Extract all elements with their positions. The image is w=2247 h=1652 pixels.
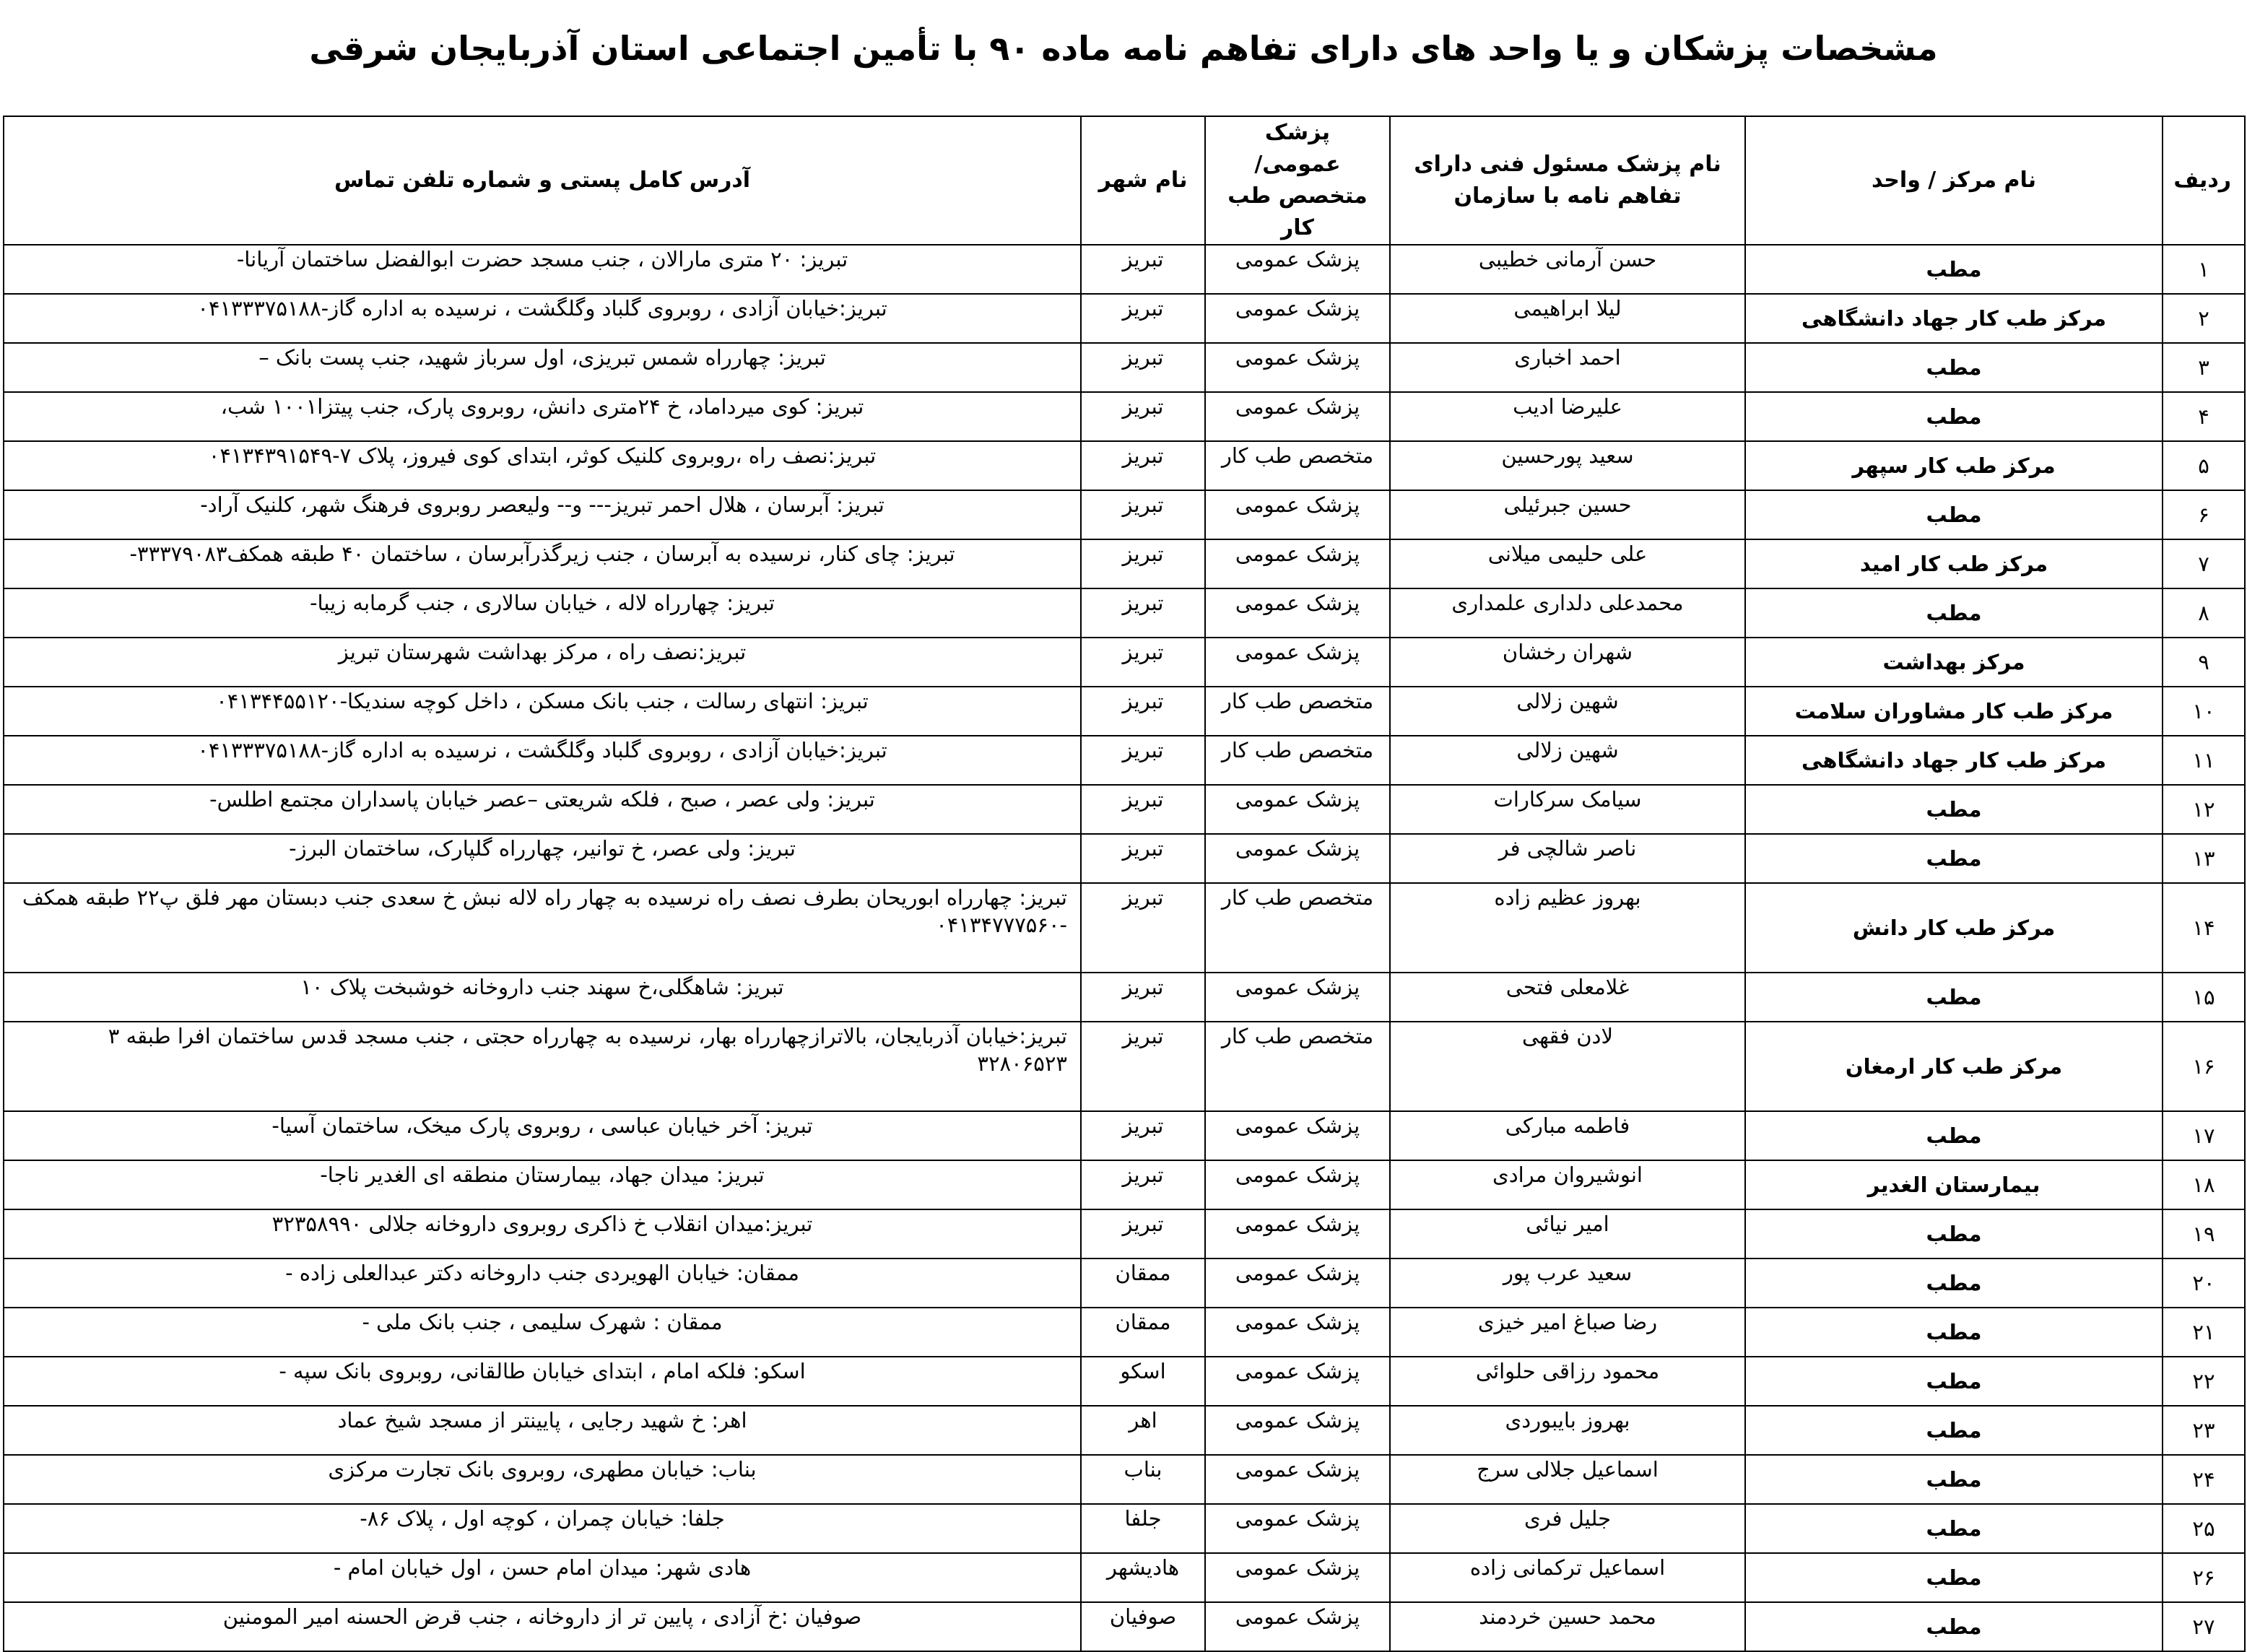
address-phone: تبریز: چهارراه ابوریحان بطرف نصف راه نرسیده به چهار راه لاله نبش خ سعدی جنب دبستان مهر فلق پ۲۲ طبقه همکف -۰۴۱۳۴۷۷۷۵۶۰ bbox=[4, 883, 1081, 973]
table-row bbox=[4, 973, 2245, 1022]
doctor-type: پزشک عمومی bbox=[1205, 343, 1390, 392]
table-row bbox=[4, 687, 2245, 736]
doctor-name: بهروز بایبوردی bbox=[1390, 1406, 1745, 1455]
row-number: ۲۲ bbox=[2163, 1357, 2245, 1406]
doctor-type: پزشک عمومی bbox=[1205, 834, 1390, 883]
center-name: مطب bbox=[1745, 1308, 2163, 1357]
address-phone: تبریز: شاهگلی،خ سهند جنب داروخانه خوشبخت پلاک ۱۰ bbox=[4, 973, 1081, 1022]
table-row bbox=[4, 1258, 2245, 1308]
doctor-name: شهین زلالی bbox=[1390, 736, 1745, 785]
doctor-type: پزشک عمومی bbox=[1205, 1209, 1390, 1258]
row-number: ۲۳ bbox=[2163, 1406, 2245, 1455]
doctor-name: انوشیروان مرادی bbox=[1390, 1160, 1745, 1209]
center-name: مرکز طب کار جهاد دانشگاهی bbox=[1745, 294, 2163, 343]
city-name: تبریز bbox=[1081, 588, 1205, 638]
center-name: مرکز طب کار جهاد دانشگاهی bbox=[1745, 736, 2163, 785]
doctor-type: پزشک عمومی bbox=[1205, 785, 1390, 834]
row-number: ۱۹ bbox=[2163, 1209, 2245, 1258]
city-name: تبریز bbox=[1081, 638, 1205, 687]
address-phone: تبریز:میدان انقلاب خ ذاکری روبروی داروخانه جلالی ۳۲۳۵۸۹۹۰ bbox=[4, 1209, 1081, 1258]
city-name: تبریز bbox=[1081, 539, 1205, 588]
doctor-type: پزشک عمومی bbox=[1205, 973, 1390, 1022]
city-name: اسکو bbox=[1081, 1357, 1205, 1406]
center-name: مطب bbox=[1745, 1258, 2163, 1308]
address-phone: تبریز:نصف راه ،روبروی کلنیک کوثر، ابتدای کوی فیروز، پلاک ۷-۰۴۱۳۴۳۹۱۵۴۹ bbox=[4, 441, 1081, 490]
doctor-type: پزشک عمومی bbox=[1205, 1308, 1390, 1357]
doctor-name: سعید پورحسین bbox=[1390, 441, 1745, 490]
city-name: تبریز bbox=[1081, 294, 1205, 343]
center-name: مطب bbox=[1745, 588, 2163, 638]
address-phone: هادی شهر: میدان امام حسن ، اول خیابان امام - bbox=[4, 1553, 1081, 1602]
address-phone: تبریز: ولی عصر، خ توانیر، چهارراه گلپارک، ساختمان البرز- bbox=[4, 834, 1081, 883]
address-phone: اسکو: فلکه امام ، ابتدای خیابان طالقانی، روبروی بانک سپه - bbox=[4, 1357, 1081, 1406]
table-row bbox=[4, 1406, 2245, 1455]
doctor-name: لادن فقهی bbox=[1390, 1022, 1745, 1111]
table-row bbox=[4, 736, 2245, 785]
row-number: ۶ bbox=[2163, 490, 2245, 539]
city-name: تبریز bbox=[1081, 441, 1205, 490]
doctor-name: حسین جبرئیلی bbox=[1390, 490, 1745, 539]
doctor-name: سعید عرب پور bbox=[1390, 1258, 1745, 1308]
row-number: ۲۴ bbox=[2163, 1455, 2245, 1504]
header-address: آدرس کامل پستی و شماره تلفن تماس bbox=[4, 116, 1081, 245]
doctor-name: سیامک سرکارات bbox=[1390, 785, 1745, 834]
center-name: مطب bbox=[1745, 1209, 2163, 1258]
city-name: تبریز bbox=[1081, 785, 1205, 834]
center-name: مطب bbox=[1745, 245, 2163, 294]
row-number: ۲۰ bbox=[2163, 1258, 2245, 1308]
table-row bbox=[4, 785, 2245, 834]
city-name: تبریز bbox=[1081, 1111, 1205, 1160]
address-phone: تبریز: انتهای رسالت ، جنب بانک مسکن ، داخل کوچه سندیکا-۰۴۱۳۴۴۵۵۱۲۰ bbox=[4, 687, 1081, 736]
table-row bbox=[4, 883, 2245, 973]
address-phone: تبریز: میدان جهاد، بیمارستان منطقه ای الغدیر ناجا- bbox=[4, 1160, 1081, 1209]
doctor-type: پزشک عمومی bbox=[1205, 1258, 1390, 1308]
address-phone: بناب: خیابان مطهری، روبروی بانک تجارت مرکزی bbox=[4, 1455, 1081, 1504]
doctor-type: پزشک عمومی bbox=[1205, 1406, 1390, 1455]
row-number: ۴ bbox=[2163, 392, 2245, 441]
row-number: ۱۲ bbox=[2163, 785, 2245, 834]
doctor-name: علی حلیمی میلانی bbox=[1390, 539, 1745, 588]
city-name: ممقان bbox=[1081, 1258, 1205, 1308]
center-name: مطب bbox=[1745, 1357, 2163, 1406]
center-name: بیمارستان الغدیر bbox=[1745, 1160, 2163, 1209]
city-name: تبریز bbox=[1081, 1209, 1205, 1258]
doctor-type: متخصص طب کار bbox=[1205, 1022, 1390, 1111]
table-row bbox=[4, 1308, 2245, 1357]
doctor-name: لیلا ابراهیمی bbox=[1390, 294, 1745, 343]
row-number: ۲۱ bbox=[2163, 1308, 2245, 1357]
doctor-type: پزشک عمومی bbox=[1205, 490, 1390, 539]
doctor-type: پزشک عمومی bbox=[1205, 638, 1390, 687]
doctor-name: حسن آرمانی خطیبی bbox=[1390, 245, 1745, 294]
table-row bbox=[4, 1022, 2245, 1111]
center-name: مرکز طب کار سپهر bbox=[1745, 441, 2163, 490]
row-number: ۲ bbox=[2163, 294, 2245, 343]
table-row bbox=[4, 539, 2245, 588]
row-number: ۹ bbox=[2163, 638, 2245, 687]
center-name: مطب bbox=[1745, 1602, 2163, 1651]
header-type: پزشک عمومی/ متخصص طب کار bbox=[1205, 116, 1390, 245]
address-phone: تبریز: چهارراه شمس تبریزی، اول سرباز شهید، جنب پست بانک – bbox=[4, 343, 1081, 392]
center-name: مطب bbox=[1745, 785, 2163, 834]
row-number: ۲۵ bbox=[2163, 1504, 2245, 1553]
center-name: مرکز طب کار ارمغان bbox=[1745, 1022, 2163, 1111]
header-center: نام مرکز / واحد bbox=[1745, 116, 2163, 245]
city-name: هادیشهر bbox=[1081, 1553, 1205, 1602]
center-name: مطب bbox=[1745, 343, 2163, 392]
doctor-name: محمود رزاقی حلوائی bbox=[1390, 1357, 1745, 1406]
doctor-type: پزشک عمومی bbox=[1205, 392, 1390, 441]
row-number: ۱ bbox=[2163, 245, 2245, 294]
city-name: ممقان bbox=[1081, 1308, 1205, 1357]
doctor-type: پزشک عمومی bbox=[1205, 1602, 1390, 1651]
city-name: بناب bbox=[1081, 1455, 1205, 1504]
address-phone: ممقان: خیابان الهویردی جنب داروخانه دکتر عبدالعلی زاده - bbox=[4, 1258, 1081, 1308]
doctor-type: پزشک عمومی bbox=[1205, 245, 1390, 294]
doctor-type: متخصص طب کار bbox=[1205, 441, 1390, 490]
address-phone: صوفیان :خ آزادی ، پایین تر از داروخانه ، جنب قرض الحسنه امیر المومنین bbox=[4, 1602, 1081, 1651]
address-phone: تبریز:خیابان آزادی ، روبروی گلباد وگلگشت ، نرسیده به اداره گاز-۰۴۱۳۳۳۷۵۱۸۸ bbox=[4, 736, 1081, 785]
doctor-name: شهران رخشان bbox=[1390, 638, 1745, 687]
row-number: ۱۳ bbox=[2163, 834, 2245, 883]
table-row bbox=[4, 1602, 2245, 1651]
city-name: جلفا bbox=[1081, 1504, 1205, 1553]
city-name: تبریز bbox=[1081, 973, 1205, 1022]
doctor-name: فاطمه مبارکی bbox=[1390, 1111, 1745, 1160]
table-row bbox=[4, 834, 2245, 883]
city-name: تبریز bbox=[1081, 245, 1205, 294]
row-number: ۱۷ bbox=[2163, 1111, 2245, 1160]
row-number: ۵ bbox=[2163, 441, 2245, 490]
row-number: ۱۰ bbox=[2163, 687, 2245, 736]
center-name: مرکز بهداشت bbox=[1745, 638, 2163, 687]
table-row bbox=[4, 1111, 2245, 1160]
city-name: تبریز bbox=[1081, 883, 1205, 973]
doctor-name: شهین زلالی bbox=[1390, 687, 1745, 736]
table-row bbox=[4, 245, 2245, 294]
doctor-name: اسماعیل جلالی سرج bbox=[1390, 1455, 1745, 1504]
table-row bbox=[4, 294, 2245, 343]
row-number: ۱۴ bbox=[2163, 883, 2245, 973]
address-phone: تبریز: ولی عصر ، صبح ، فلکه شریعتی –عصر خیابان پاسداران مجتمع اطلس- bbox=[4, 785, 1081, 834]
address-phone: تبریز: کوی میرداماد، خ ۲۴متری دانش، روبروی پارک، جنب پیتزا۱۰۰۱ شب، bbox=[4, 392, 1081, 441]
doctor-name: غلامعلی فتحی bbox=[1390, 973, 1745, 1022]
row-number: ۳ bbox=[2163, 343, 2245, 392]
center-name: مطب bbox=[1745, 1111, 2163, 1160]
table-body bbox=[4, 245, 2245, 1651]
center-name: مرکز طب کار مشاوران سلامت bbox=[1745, 687, 2163, 736]
city-name: تبریز bbox=[1081, 392, 1205, 441]
row-number: ۲۷ bbox=[2163, 1602, 2245, 1651]
row-number: ۸ bbox=[2163, 588, 2245, 638]
doctor-type: پزشک عمومی bbox=[1205, 539, 1390, 588]
doctor-name: امیر نیائی bbox=[1390, 1209, 1745, 1258]
doctors-table bbox=[3, 116, 2246, 1652]
address-phone: جلفا: خیابان چمران ، کوچه اول ، پلاک ۸۶- bbox=[4, 1504, 1081, 1553]
address-phone: تبریز: آخر خیابان عباسی ، روبروی پارک میخک، ساختمان آسیا- bbox=[4, 1111, 1081, 1160]
table-row bbox=[4, 1209, 2245, 1258]
table-header-row bbox=[4, 116, 2245, 245]
table-row bbox=[4, 392, 2245, 441]
city-name: اهر bbox=[1081, 1406, 1205, 1455]
doctor-name: محمد حسین خردمند bbox=[1390, 1602, 1745, 1651]
header-doctor: نام پزشک مسئول فنی دارای تفاهم نامه با سازمان bbox=[1390, 116, 1745, 245]
doctor-type: پزشک عمومی bbox=[1205, 1504, 1390, 1553]
address-phone: تبریز: چای کنار، نرسیده به آبرسان ، جنب زیرگذرآبرسان ، ساختمان ۴۰ طبقه همکف۳۳۳۷۹۰۸۳- bbox=[4, 539, 1081, 588]
address-phone: تبریز:خیابان آذربایجان، بالاترازچهارراه بهار، نرسیده به چهارراه حجتی ، جنب مسجد قدس ساختمان افرا طبقه ۳ ۳۲۸۰۶۵۲۳ bbox=[4, 1022, 1081, 1111]
doctor-type: پزشک عمومی bbox=[1205, 1160, 1390, 1209]
city-name: تبریز bbox=[1081, 1160, 1205, 1209]
city-name: تبریز bbox=[1081, 1022, 1205, 1111]
doctor-type: پزشک عمومی bbox=[1205, 1357, 1390, 1406]
doctor-type: متخصص طب کار bbox=[1205, 883, 1390, 973]
doctor-type: پزشک عمومی bbox=[1205, 1553, 1390, 1602]
center-name: مطب bbox=[1745, 973, 2163, 1022]
table-row bbox=[4, 490, 2245, 539]
center-name: مطب bbox=[1745, 392, 2163, 441]
doctor-type: پزشک عمومی bbox=[1205, 1455, 1390, 1504]
center-name: مطب bbox=[1745, 834, 2163, 883]
doctor-name: بهروز عظیم زاده bbox=[1390, 883, 1745, 973]
doctor-type: پزشک عمومی bbox=[1205, 294, 1390, 343]
row-number: ۱۵ bbox=[2163, 973, 2245, 1022]
table-row bbox=[4, 588, 2245, 638]
address-phone: تبریز: آبرسان ، هلال احمر تبریز--- و-- ولیعصر روبروی فرهنگ شهر، کلنیک آراد- bbox=[4, 490, 1081, 539]
center-name: مطب bbox=[1745, 490, 2163, 539]
doctor-type: پزشک عمومی bbox=[1205, 1111, 1390, 1160]
doctor-type: متخصص طب کار bbox=[1205, 687, 1390, 736]
city-name: تبریز bbox=[1081, 834, 1205, 883]
table-row bbox=[4, 638, 2245, 687]
doctor-type: متخصص طب کار bbox=[1205, 736, 1390, 785]
table-row bbox=[4, 1455, 2245, 1504]
table-row bbox=[4, 1504, 2245, 1553]
center-name: مرکز طب کار امید bbox=[1745, 539, 2163, 588]
doctor-name: ناصر شالچی فر bbox=[1390, 834, 1745, 883]
center-name: مطب bbox=[1745, 1406, 2163, 1455]
row-number: ۷ bbox=[2163, 539, 2245, 588]
page-title: مشخصات پزشکان و یا واحد های دارای تفاهم نامه ماده ۹۰ با تأمین اجتماعی استان آذربایجان شرقی bbox=[309, 29, 1938, 68]
table-row bbox=[4, 1553, 2245, 1602]
center-name: مطب bbox=[1745, 1504, 2163, 1553]
header-row-number: ردیف bbox=[2163, 116, 2245, 245]
address-phone: تبریز: ۲۰ متری مارالان ، جنب مسجد حضرت ابوالفضل ساختمان آریانا- bbox=[4, 245, 1081, 294]
table-row bbox=[4, 1160, 2245, 1209]
doctor-name: اسماعیل ترکمانی زاده bbox=[1390, 1553, 1745, 1602]
row-number: ۱۱ bbox=[2163, 736, 2245, 785]
row-number: ۲۶ bbox=[2163, 1553, 2245, 1602]
address-phone: تبریز:نصف راه ، مرکز بهداشت شهرستان تبریز bbox=[4, 638, 1081, 687]
city-name: تبریز bbox=[1081, 736, 1205, 785]
row-number: ۱۶ bbox=[2163, 1022, 2245, 1111]
doctor-name: علیرضا ادیب bbox=[1390, 392, 1745, 441]
table-row bbox=[4, 343, 2245, 392]
doctor-name: محمدعلی دلداری علمداری bbox=[1390, 588, 1745, 638]
address-phone: ممقان : شهرک سلیمی ، جنب بانک ملی - bbox=[4, 1308, 1081, 1357]
city-name: تبریز bbox=[1081, 490, 1205, 539]
address-phone: اهر: خ شهید رجایی ، پایینتر از مسجد شیخ عماد bbox=[4, 1406, 1081, 1455]
table-row bbox=[4, 1357, 2245, 1406]
address-phone: تبریز:خیابان آزادی ، روبروی گلباد وگلگشت ، نرسیده به اداره گاز-۰۴۱۳۳۳۷۵۱۸۸ bbox=[4, 294, 1081, 343]
table-row bbox=[4, 441, 2245, 490]
city-name: صوفیان bbox=[1081, 1602, 1205, 1651]
center-name: مرکز طب کار دانش bbox=[1745, 883, 2163, 973]
doctor-name: احمد اخباری bbox=[1390, 343, 1745, 392]
doctor-name: جلیل فری bbox=[1390, 1504, 1745, 1553]
city-name: تبریز bbox=[1081, 687, 1205, 736]
center-name: مطب bbox=[1745, 1455, 2163, 1504]
city-name: تبریز bbox=[1081, 343, 1205, 392]
center-name: مطب bbox=[1745, 1553, 2163, 1602]
header-city: نام شهر bbox=[1081, 116, 1205, 245]
address-phone: تبریز: چهارراه لاله ، خیابان سالاری ، جنب گرمابه زیبا- bbox=[4, 588, 1081, 638]
row-number: ۱۸ bbox=[2163, 1160, 2245, 1209]
doctor-type: پزشک عمومی bbox=[1205, 588, 1390, 638]
doctor-name: رضا صباغ امیر خیزی bbox=[1390, 1308, 1745, 1357]
